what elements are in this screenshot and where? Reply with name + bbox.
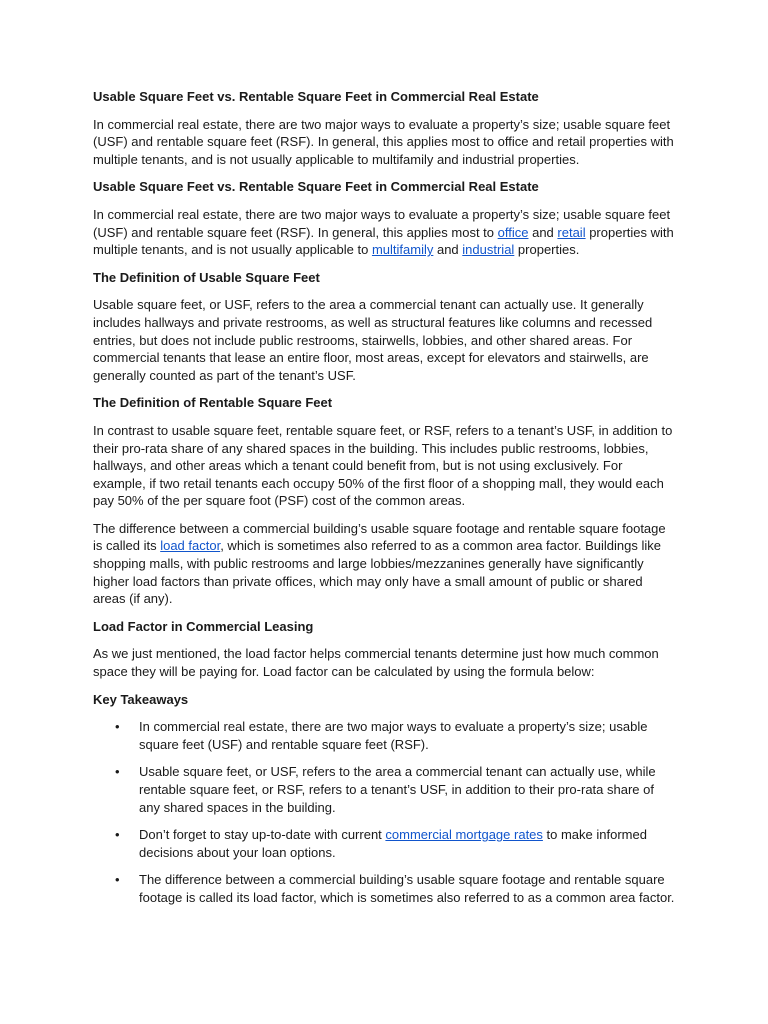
list-item: • Don’t forget to stay up-to-date with current commercial mortgage rates to make informed decisions about your loan options. bbox=[115, 827, 647, 860]
paragraph-rentable-definition: In contrast to usable square feet, rentable square feet, or RSF, refers to a tenant’s USF, in addition to their pro-rata share of any shared spaces in the building. This includes public restrooms, lobbies, hallways, and other areas which a tenant could benefit from, but is not using exclusively. For example, if two retail tenants each occupy 50% of the first floor of a shopping mall, they would each pay 50% of the per square foot (PSF) cost of the common areas. bbox=[93, 422, 673, 509]
paragraph-load-factor-difference: The difference between a commercial building’s usable square footage and rentable square footage is called its load factor, which is sometimes also referred to as a common area factor. Buildings like shopping malls, with public restrooms and large lobbies/mezzanines generally have significantly higher load factors than private offices, which may only have a small amount of public or shared areas (if any). bbox=[93, 520, 666, 607]
paragraph-intro: In commercial real estate, there are two major ways to evaluate a property’s size; usable square feet (USF) and rentable square feet (RSF). In general, this applies most to office and retail properties with multiple tenants, and is not usually applicable to multifamily and industrial properties. bbox=[93, 116, 674, 167]
key-takeaways-list bbox=[93, 718, 678, 906]
heading-usf-vs-rsf: Usable Square Feet vs. Rentable Square Feet in Commercial Real Estate bbox=[93, 89, 539, 104]
retail-link[interactable]: retail bbox=[557, 224, 586, 240]
bullet-icon: • bbox=[115, 764, 120, 780]
bullet-icon: • bbox=[115, 872, 120, 888]
paragraph-intro-linked: In commercial real estate, there are two major ways to evaluate a property’s size; usable square feet (USF) and rentable square feet (RSF). In general, this applies most to office and retail properties with multiple tenants, and is not usually applicable to multifamily and industrial properties. bbox=[93, 206, 674, 258]
list-item: • In commercial real estate, there are two major ways to evaluate a property’s size; usable square feet (USF) and rentable square feet (RSF). bbox=[115, 719, 648, 752]
list-item: • The difference between a commercial building’s usable square footage and rentable square footage is called its load factor, which is sometimes also referred to as a common area factor. bbox=[115, 872, 675, 905]
paragraph-usable-definition: Usable square feet, or USF, refers to the area a commercial tenant can actually use. It generally includes hallways and private restrooms, as well as structural features like columns and recessed entries, but does not include public restrooms, stairwells, lobbies, and other shared areas. For commercial tenants that lease an entire floor, most areas, except for elevators and stairwells, are generally counted as part of the tenant’s USF. bbox=[93, 297, 653, 383]
bullet-icon: • bbox=[115, 827, 120, 843]
multifamily-link[interactable]: multifamily bbox=[371, 242, 434, 258]
industrial-link[interactable]: industrial bbox=[462, 242, 515, 258]
bullet-icon: • bbox=[115, 719, 120, 735]
load-factor-link[interactable]: load factor bbox=[160, 538, 221, 554]
office-link[interactable]: office bbox=[497, 224, 529, 240]
commercial-mortgage-rates-link[interactable]: commercial mortgage rates bbox=[385, 827, 543, 843]
heading-key-takeaways: Key Takeaways bbox=[93, 691, 189, 707]
document-body bbox=[93, 88, 678, 917]
heading-load-factor: Load Factor in Commercial Leasing bbox=[93, 618, 314, 634]
heading-usable-definition: The Definition of Usable Square Feet bbox=[93, 269, 320, 285]
list-item: • Usable square feet, or USF, refers to the area a commercial tenant can actually use, while rentable square feet, or RSF, refers to a tenant’s USF, in addition to their pro-rata share of any shared spaces in the building. bbox=[115, 764, 656, 815]
heading-usf-vs-rsf-repeat: Usable Square Feet vs. Rentable Square Feet in Commercial Real Estate bbox=[93, 179, 539, 195]
paragraph-load-factor: As we just mentioned, the load factor helps commercial tenants determine just how much common space they will be paying for. Load factor can be calculated by using the formula below: bbox=[93, 646, 659, 680]
heading-rentable-definition: The Definition of Rentable Square Feet bbox=[93, 395, 333, 411]
